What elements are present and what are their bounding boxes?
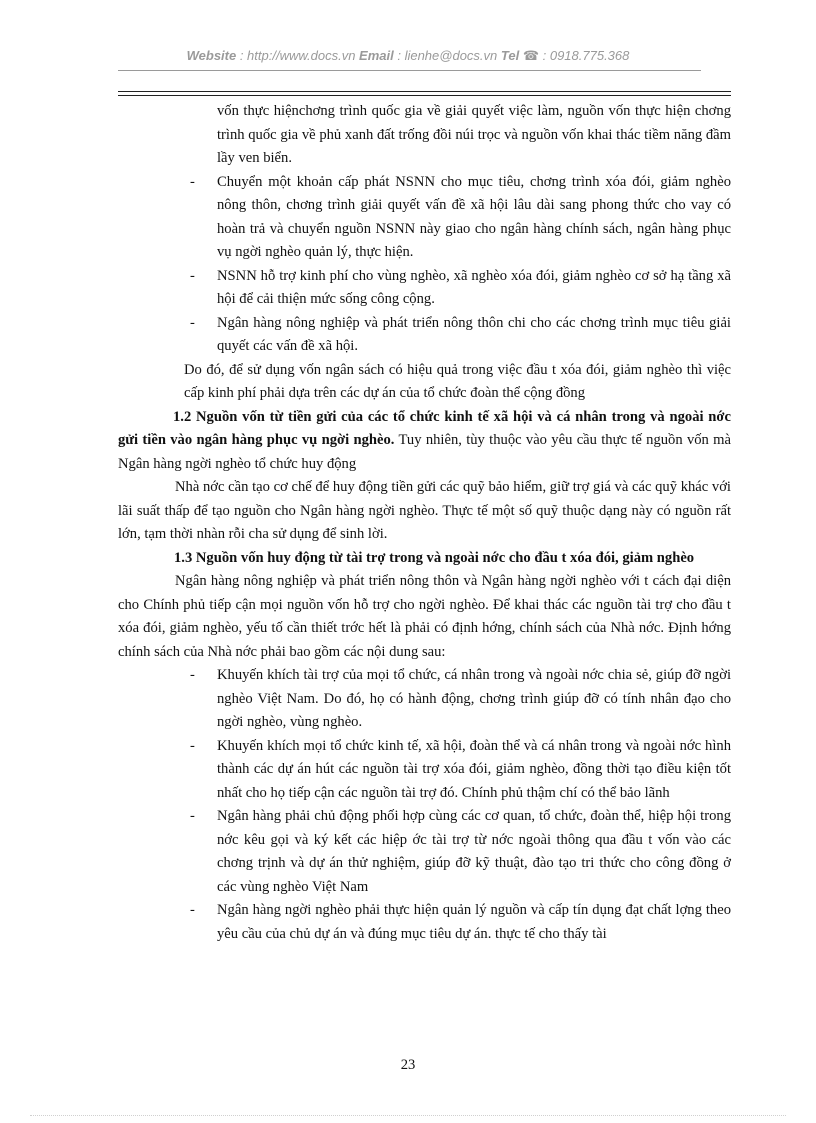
email-label: Email (359, 48, 394, 63)
list-dash: - (190, 173, 195, 190)
list-item (190, 312, 731, 359)
list-item (190, 735, 731, 806)
list-item (190, 664, 731, 735)
page-number: 23 (400, 1057, 416, 1073)
tel-label: Tel (500, 48, 520, 63)
list-dash: - (190, 902, 195, 918)
tel-value: : 0918.775.368 (539, 48, 630, 63)
list-item-text: Ngân hàng nông nghiệp và phát triển nông thôn chi cho các chơng trình mục tiêu giải quyết các vấn đề xã hội. (217, 314, 731, 354)
list-dash: - (190, 267, 195, 284)
website-label: Website (186, 48, 237, 63)
list-dash: - (190, 808, 195, 824)
section-heading-1-2 (118, 406, 731, 477)
paragraph: Do đó, để sử dụng vốn ngân sách có hiệu quả trong việc đầu t xóa đói, giảm nghèo thì việc cấp kinh phí phải dựa trên các dự án của tổ chức đoàn thể cộng đồng (184, 361, 731, 401)
list-item-text: Khuyến khích mọi tổ chức kinh tế, xã hội, đoàn thể và cá nhân trong và ngoài nớc hình thành các dự án hút các nguồn tài trợ xóa đói, giảm nghèo, đồng thời tạo điều kiện tốt nhất cho họ tiếp cận các nguồn tài trợ đó. Chính phủ thậm chí có thể bảo lãnh (217, 737, 731, 801)
paragraph: Ngân hàng nông nghiệp và phát triển nông thôn và Ngân hàng ngời nghèo với t cách đại diện cho Chính phủ tiếp cận mọi nguồn vốn hỗ trợ cho ngời nghèo. Để khai thác các nguồn tài trợ cho đầu t xóa đói, giảm nghèo, yếu tố cần thiết trớc hết là phải có định hớng, chính sách của Nhà nớc. Định hớng chính sách của Nhà nớc phải bao gồm các nội dung sau: (118, 573, 731, 660)
section-heading-1-3: 1.3 Nguồn vốn huy động từ tài trợ trong và ngoài nớc cho đầu t xóa đói, giảm nghèo (174, 549, 695, 566)
continued-item: vốn thực hiệnchơng trình quốc gia về giải quyết việc làm, nguồn vốn thực hiện chơng trình quốc gia về phủ xanh đất trống đồi núi trọc và nguồn vốn khai thác tiềm năng đầm lầy ven biển. (217, 103, 731, 166)
heading-1-2-rest: Tuy nhiên, tùy thuộc vào yêu cầu thực tế nguồn vốn mà Ngân hàng ngời nghèo tổ chức huy động (118, 432, 732, 472)
email-value: : lienhe@docs.vn (393, 48, 501, 63)
list-item (190, 171, 731, 265)
list-item-text: Khuyến khích tài trợ của mọi tổ chức, cá nhân trong và ngoài nớc chia sẻ, giúp đỡ ngời nghèo Việt Nam. Do đó, họ có hành động, chơng trình giúp đỡ có tính nhân đạo cho ngời nghèo, vùng nghèo. (217, 667, 731, 730)
paragraph: Nhà nớc cần tạo cơ chế để huy động tiền gửi các quỹ bảo hiểm, giữ trợ giá và các quỹ khác với lãi suất thấp để tạo nguồn cho Ngân hàng ngời nghèo. Thực tế một số quỹ thuộc dạng này có nguồn rất lớn, tạm thời nhàn rỗi cha sử dụng để sinh lời. (118, 479, 731, 542)
header-divider (118, 70, 701, 71)
page-header (118, 48, 698, 64)
double-rule (118, 91, 731, 96)
phone-icon: ☎ (519, 48, 540, 63)
list-dash: - (190, 667, 195, 683)
list-item (190, 805, 731, 899)
list-item-text: Chuyển một khoản cấp phát NSNN cho mục tiêu, chơng trình xóa đói, giảm nghèo nông thôn, chơng trình giải quyết vấn đề xã hội lâu dài sang phong thức cho vay có hoàn trả và chuyển nguồn NSNN này giao cho ngân hàng chính sách, ngân hàng phục vụ ngời nghèo quản lý, thực hiện. (217, 173, 731, 260)
list-item (190, 899, 731, 946)
page-body (0, 100, 816, 946)
list-item-text: Ngân hàng ngời nghèo phải thực hiện quản lý nguồn và cấp tín dụng đạt chất lợng theo yêu cầu của chủ dự án và đúng mục tiêu dự án. thực tế cho thấy tài (217, 902, 731, 942)
list-dash: - (190, 737, 195, 754)
list-item (190, 265, 731, 312)
heading-1-2-bold: 1.2 Nguồn vốn từ tiền gửi của các tổ chức kinh tế xã hội và cá nhân trong và ngoài nớc gửi tiền vào ngân hàng phục vụ ngời nghèo. (118, 408, 731, 448)
bottom-divider (30, 1115, 786, 1116)
list-item-text: Ngân hàng phải chủ động phối hợp cùng các cơ quan, tổ chức, đoàn thể, hiệp hội trong nớc kêu gọi và ký kết các hiệp ớc tài trợ từ nớc ngoài thông qua đầu t vốn vào các chơng trịnh và dự án thử nghiệm, giúp đỡ kỹ thuật, đào tạo tri thức cho công đồng ở các vùng nghèo Việt Nam (217, 808, 731, 895)
list-dash: - (190, 314, 195, 331)
website-value: : http://www.docs.vn (236, 48, 360, 63)
list-item-text: NSNN hỗ trợ kinh phí cho vùng nghèo, xã nghèo xóa đói, giảm nghèo cơ sở hạ tầng xã hội để cải thiện mức sống công cộng. (217, 267, 731, 307)
